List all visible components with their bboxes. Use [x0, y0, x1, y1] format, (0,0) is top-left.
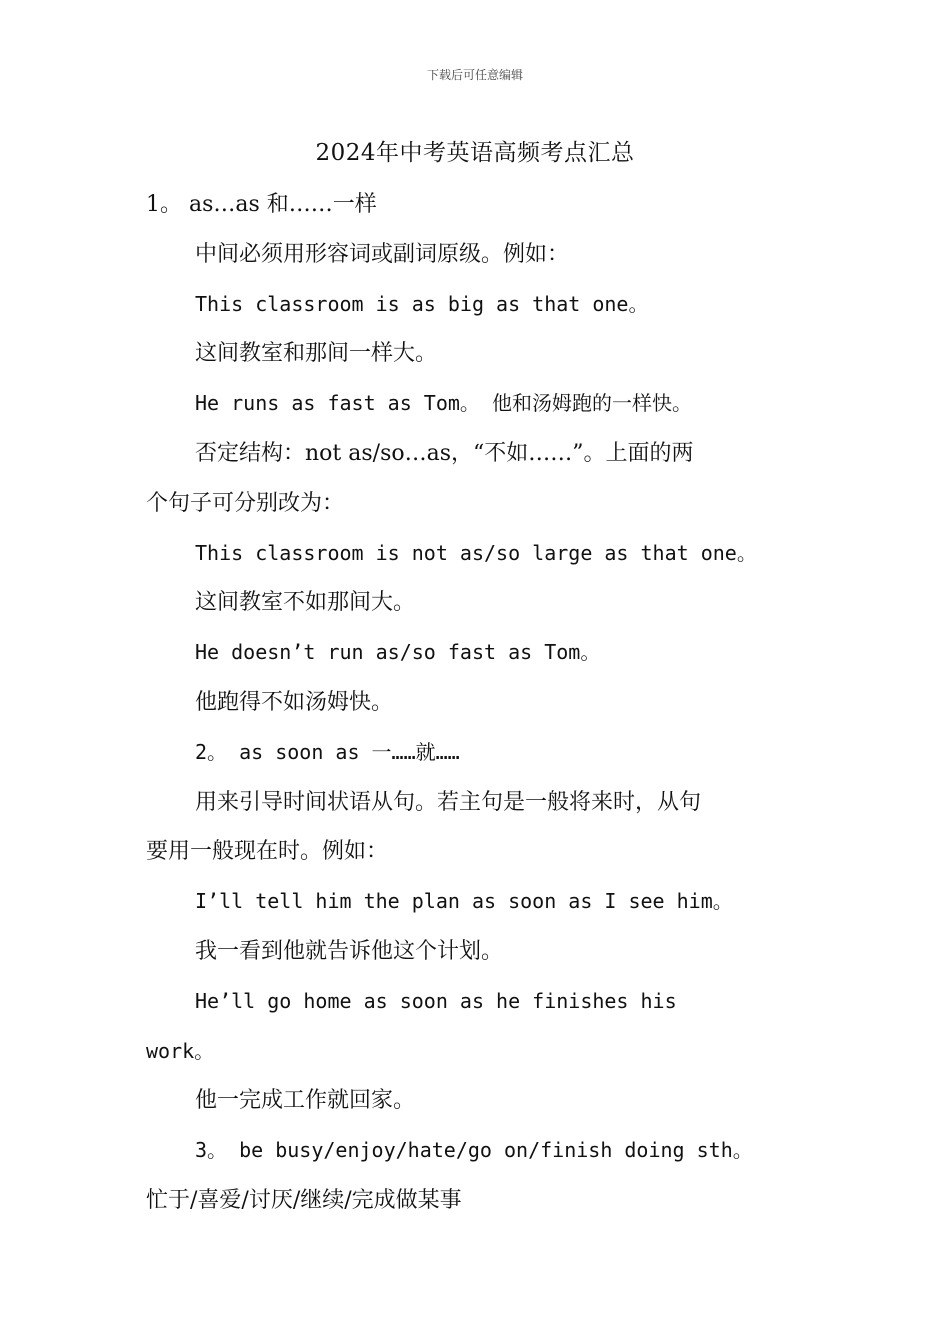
text-line: 中间必须用形容词或副词原级。例如： — [195, 241, 570, 267]
text-line: 要用一般现在时。例如： — [146, 839, 389, 865]
text-line: 2。 as soon as 一……就…… — [195, 739, 460, 764]
document-title: 2024年中考英语高频考点汇总 — [315, 140, 635, 166]
text-line: 他一完成工作就回家。 — [195, 1088, 416, 1114]
text-line: He runs as fast as Tom。 他和汤姆跑的一样快。 — [195, 391, 692, 416]
text-line: 这间教室和那间一样大。 — [195, 341, 438, 367]
text-line: 忙于/喜爱/讨厌/继续/完成做某事 — [146, 1187, 462, 1213]
text-line: This classroom is not as/so large as that one。 — [195, 540, 757, 565]
text-line: 他跑得不如汤姆快。 — [195, 689, 394, 715]
text-line: 否定结构：not as/so…as，“不如……”。上面的两 — [195, 440, 694, 466]
header-note: 下载后可任意编辑 — [426, 68, 523, 82]
text-line: He’ll go home as soon as he finishes his — [195, 988, 677, 1013]
text-line: work。 — [146, 1038, 215, 1063]
text-line: 3。 be busy/enjoy/hate/go on/finish doing sth。 — [195, 1138, 753, 1163]
text-line: 用来引导时间状语从句。若主句是一般将来时，从句 — [195, 789, 702, 815]
document-body — [146, 180, 806, 1226]
text-line: 这间教室不如那间大。 — [195, 590, 416, 616]
text-line: 1。 as…as 和……一样 — [146, 192, 377, 217]
text-line: 我一看到他就告诉他这个计划。 — [195, 938, 504, 964]
text-line: 个句子可分别改为： — [146, 490, 345, 516]
text-line: I’ll tell him the plan as soon as I see him。 — [195, 889, 733, 914]
text-line: This classroom is as big as that one。 — [195, 291, 649, 316]
text-line: He doesn’t run as/so fast as Tom。 — [195, 640, 601, 665]
